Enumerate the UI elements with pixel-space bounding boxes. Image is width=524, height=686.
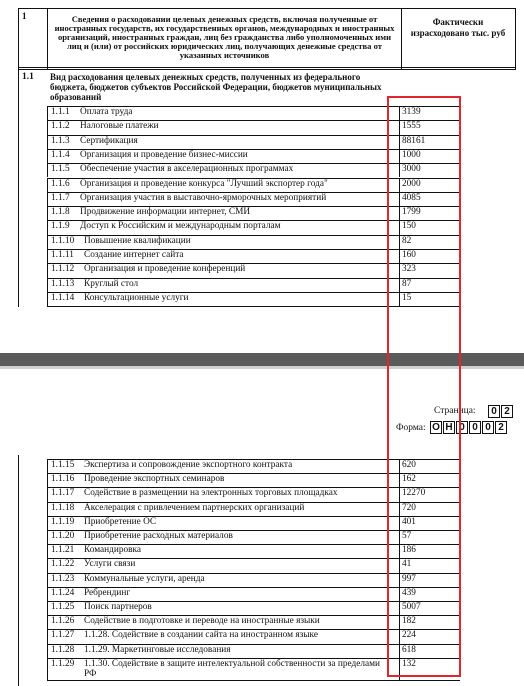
row-code: 1.1.14 — [51, 292, 75, 303]
row-code: 1.1.11 — [51, 250, 74, 260]
row-value: 618 — [402, 644, 416, 655]
row-code: 1.1.27 — [51, 630, 75, 641]
row-label: Обеспечение участия в акселерационных программах — [80, 164, 294, 175]
row-value: 132 — [402, 658, 416, 669]
row-code: 1.1.20 — [51, 531, 75, 541]
row-label: Акселерация с привлечением партнерских организаций — [84, 502, 305, 513]
page-label: Страница: — [434, 406, 476, 416]
row-label: Содействие в подготовке и переводе на иностранные языки — [84, 616, 320, 627]
page-digit-2: 2 — [501, 405, 513, 418]
row-value: 401 — [402, 516, 416, 527]
header-col-value: Фактически израсходовано тыс. руб — [410, 17, 506, 38]
row-code: 1.1.21 — [51, 545, 75, 556]
row-code: 1.1.6 — [51, 178, 70, 189]
row-value: 439 — [402, 587, 416, 598]
row-value: 182 — [402, 616, 416, 627]
row-label: Оплата труда — [80, 107, 133, 117]
row-value: 88161 — [402, 135, 426, 146]
section-code: 1.1 — [22, 72, 34, 82]
row-label: 1.1.30. Содействие в защите интелектуальной собственности за пределами РФ — [84, 658, 380, 679]
header-col-number: 1 — [22, 11, 27, 21]
row-label: Налоговые платежи — [80, 121, 159, 132]
row-value: 12270 — [402, 488, 426, 499]
row-value: 1555 — [402, 121, 421, 132]
row-code: 1.1.2 — [51, 121, 70, 132]
row-code: 1.1.25 — [51, 602, 75, 612]
form-label: Форма: — [396, 423, 426, 433]
row-label: Содействие в размещении на электронных торговых площадках — [84, 488, 338, 499]
row-value: 620 — [402, 460, 416, 470]
row-value: 186 — [402, 545, 416, 556]
value-column-highlight — [387, 96, 461, 677]
row-label: Услуги связи — [84, 559, 136, 570]
row-label: 1.1.28. Содействие в создании сайта на иностранном языке — [84, 630, 318, 641]
row-value: 323 — [402, 264, 416, 275]
header-col-description: Сведения о расходовании целевых денежных средств, включая полученные от иностранных государств, их государственных органов, международных и иностранных организаций, иностранных граждан, лиц без гражданства либо уполномоченных ими лиц и (или) от российских юридических лиц, получающих денежные средства от указанных источников — [54, 14, 395, 60]
row-code: 1.1.3 — [51, 135, 70, 146]
row-code: 1.1.9 — [51, 221, 70, 232]
row-label: Сертификация — [80, 135, 138, 146]
row-code: 1.1.4 — [51, 149, 70, 160]
row-label: Организация участия в выставочно-ярморочных мероприятий — [80, 192, 327, 203]
row-value: 3139 — [402, 107, 421, 117]
row-value: 1799 — [402, 207, 421, 218]
row-label: Командировка — [84, 545, 142, 556]
row-value: 5007 — [402, 602, 421, 612]
form-char-4: 0 — [469, 421, 481, 434]
row-code: 1.1.5 — [51, 164, 70, 175]
form-char-3: 0 — [456, 421, 468, 434]
row-code: 1.1.17 — [51, 488, 75, 499]
row-code: 1.1.29 — [51, 658, 75, 669]
row-label: Экспертиза и сопровождение экспортного контракта — [84, 460, 293, 470]
section-title: Вид расходования целевых денежных средств, полученных из федерального бюджета, бюджетов субъектов Российской Федерации, бюджетов муниципальных образований — [50, 72, 382, 102]
row-label: Доступ к Российским и международным порталам — [80, 221, 281, 232]
row-code: 1.1.22 — [51, 559, 75, 570]
row-label: Приобретение расходных материалов — [84, 531, 233, 541]
row-value: 87 — [402, 278, 412, 289]
row-value: 224 — [402, 630, 416, 641]
row-value: 15 — [402, 292, 412, 303]
row-code: 1.1.1 — [51, 107, 70, 117]
row-code: 1.1.15 — [51, 460, 75, 470]
row-code: 1.1.8 — [51, 207, 70, 218]
row-code: 1.1.18 — [51, 502, 75, 513]
row-code: 1.1.24 — [51, 587, 75, 598]
form-char-6: 2 — [495, 421, 507, 434]
row-code: 1.1.23 — [51, 573, 75, 584]
row-label: Круглый стол — [84, 278, 139, 289]
row-label: Приобретение ОС — [84, 516, 157, 527]
row-code: 1.1.13 — [51, 278, 75, 289]
form-char-1: О — [430, 421, 442, 434]
row-value: 162 — [402, 474, 416, 485]
form-char-2: Н — [443, 421, 455, 434]
row-code: 1.1.28 — [51, 644, 75, 655]
row-code: 1.1.12 — [51, 264, 75, 275]
row-code: 1.1.16 — [51, 474, 75, 485]
row-label: Организация и проведение бизнес-миссии — [80, 149, 248, 160]
row-value: 82 — [402, 235, 412, 246]
row-value: 2000 — [402, 178, 421, 189]
row-label: Продвижение информации интернет, СМИ — [80, 207, 251, 218]
row-label: Повышение квалификации — [84, 235, 191, 246]
row-label: Коммунальные услуги, аренда — [84, 573, 205, 584]
row-value: 4085 — [402, 192, 421, 203]
row-value: 3000 — [402, 164, 421, 175]
row-value: 160 — [402, 250, 416, 260]
row-code: 1.1.7 — [51, 192, 70, 203]
form-char-5: 0 — [482, 421, 494, 434]
row-label: Консультационные услуги — [84, 292, 189, 303]
row-value: 150 — [402, 221, 416, 232]
row-value: 57 — [402, 531, 412, 541]
row-code: 1.1.19 — [51, 516, 75, 527]
row-value: 1000 — [402, 149, 421, 160]
row-label: Проведение экспортных семинаров — [84, 474, 225, 485]
row-value: 720 — [402, 502, 416, 513]
row-code: 1.1.10 — [51, 235, 75, 246]
row-label: 1.1.29. Маркетинговые исследования — [84, 644, 231, 655]
row-label: Поиск партнеров — [84, 602, 152, 612]
row-label: Ребрендинг — [84, 587, 131, 598]
page-digit-1: 0 — [488, 405, 500, 418]
row-value: 41 — [402, 559, 412, 570]
row-label: Организация и проведение конкурса "Лучший экспортер года" — [80, 178, 328, 189]
row-value: 997 — [402, 573, 416, 584]
row-code: 1.1.26 — [51, 616, 75, 627]
row-label: Организация и проведение конференций — [84, 264, 246, 275]
row-label: Создание интернет сайта — [84, 250, 184, 260]
